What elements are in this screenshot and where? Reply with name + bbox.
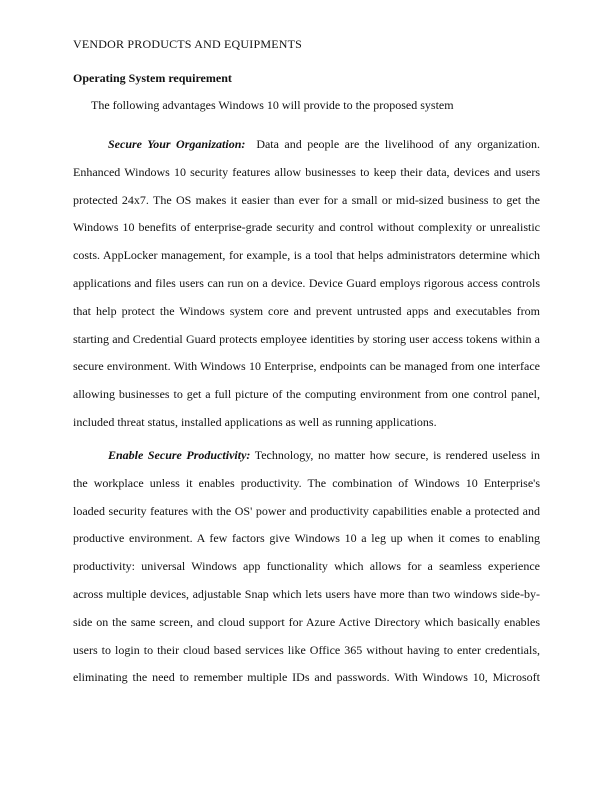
paragraph-line: side on the same screen, and cloud support for Azure Active Directory which basically enables <box>73 614 540 629</box>
paragraph-line: loaded security features with the OS' power and productivity capabilities enable a protected and <box>73 503 540 518</box>
paragraph-line: productivity: universal Windows app functionality which allows for a seamless experience <box>73 559 540 574</box>
paragraph-line: eliminating the need to remember multiple IDs and passwords. With Windows 10, Microsoft <box>73 670 540 685</box>
running-header: VENDOR PRODUCTS AND EQUIPMENTS <box>73 37 303 51</box>
paragraph-line: secure environment. With Windows 10 Enterprise, endpoints can be managed from one interface <box>73 359 540 374</box>
paragraph-line: across multiple devices, adjustable Snap which lets users have more than two windows side-by- <box>73 586 540 601</box>
paragraph-line: costs. AppLocker management, for example, is a tool that helps administrators determine which <box>73 248 540 263</box>
paragraph-line: users to login to their cloud based services like Office 365 without having to enter credentials, <box>73 642 540 657</box>
paragraph-line: applications and files users can run on a device. Device Guard employs rigorous access controls <box>73 275 540 290</box>
paragraph-line: Secure Your Organization: Data and people are the livelihood of any organization. <box>108 137 540 151</box>
paragraph-line: allowing businesses to get a full picture of the computing environment from one control panel, <box>73 387 540 402</box>
paragraph-line: included threat status, installed applications as well as running applications. <box>73 414 437 429</box>
paragraph-line: that help protect the Windows system core and prevent untrusted apps and executables from <box>73 303 540 318</box>
paragraph-lead: Enable Secure Productivity: <box>108 448 251 462</box>
paragraph-line: productive environment. A few factors give Windows 10 a leg up when it comes to enabling <box>73 531 540 546</box>
paragraph-line: the workplace unless it enables productivity. The combination of Windows 10 Enterprise's <box>73 475 540 490</box>
section-heading: Operating System requirement <box>73 71 232 85</box>
paragraph-secure-productivity <box>73 447 540 697</box>
paragraph-line: Enable Secure Productivity: Technology, no matter how secure, is rendered useless in <box>108 448 540 462</box>
paragraph-line: starting and Credential Guard protects employee identities by storing user access tokens within a <box>73 331 540 346</box>
paragraph-line: Enhanced Windows 10 security features allow businesses to keep their data, devices and users <box>73 164 540 179</box>
paragraph-lead: Secure Your Organization: <box>108 137 246 151</box>
paragraph-line: Windows 10 benefits of enterprise-grade security and control without complexity or unrealistic <box>73 220 540 235</box>
section-intro: The following advantages Windows 10 will provide to the proposed system <box>91 98 454 112</box>
paragraph-line: protected 24x7. The OS makes it easier than ever for a small or mid-sized business to get the <box>73 192 540 207</box>
paragraph-secure-organization <box>73 136 540 442</box>
